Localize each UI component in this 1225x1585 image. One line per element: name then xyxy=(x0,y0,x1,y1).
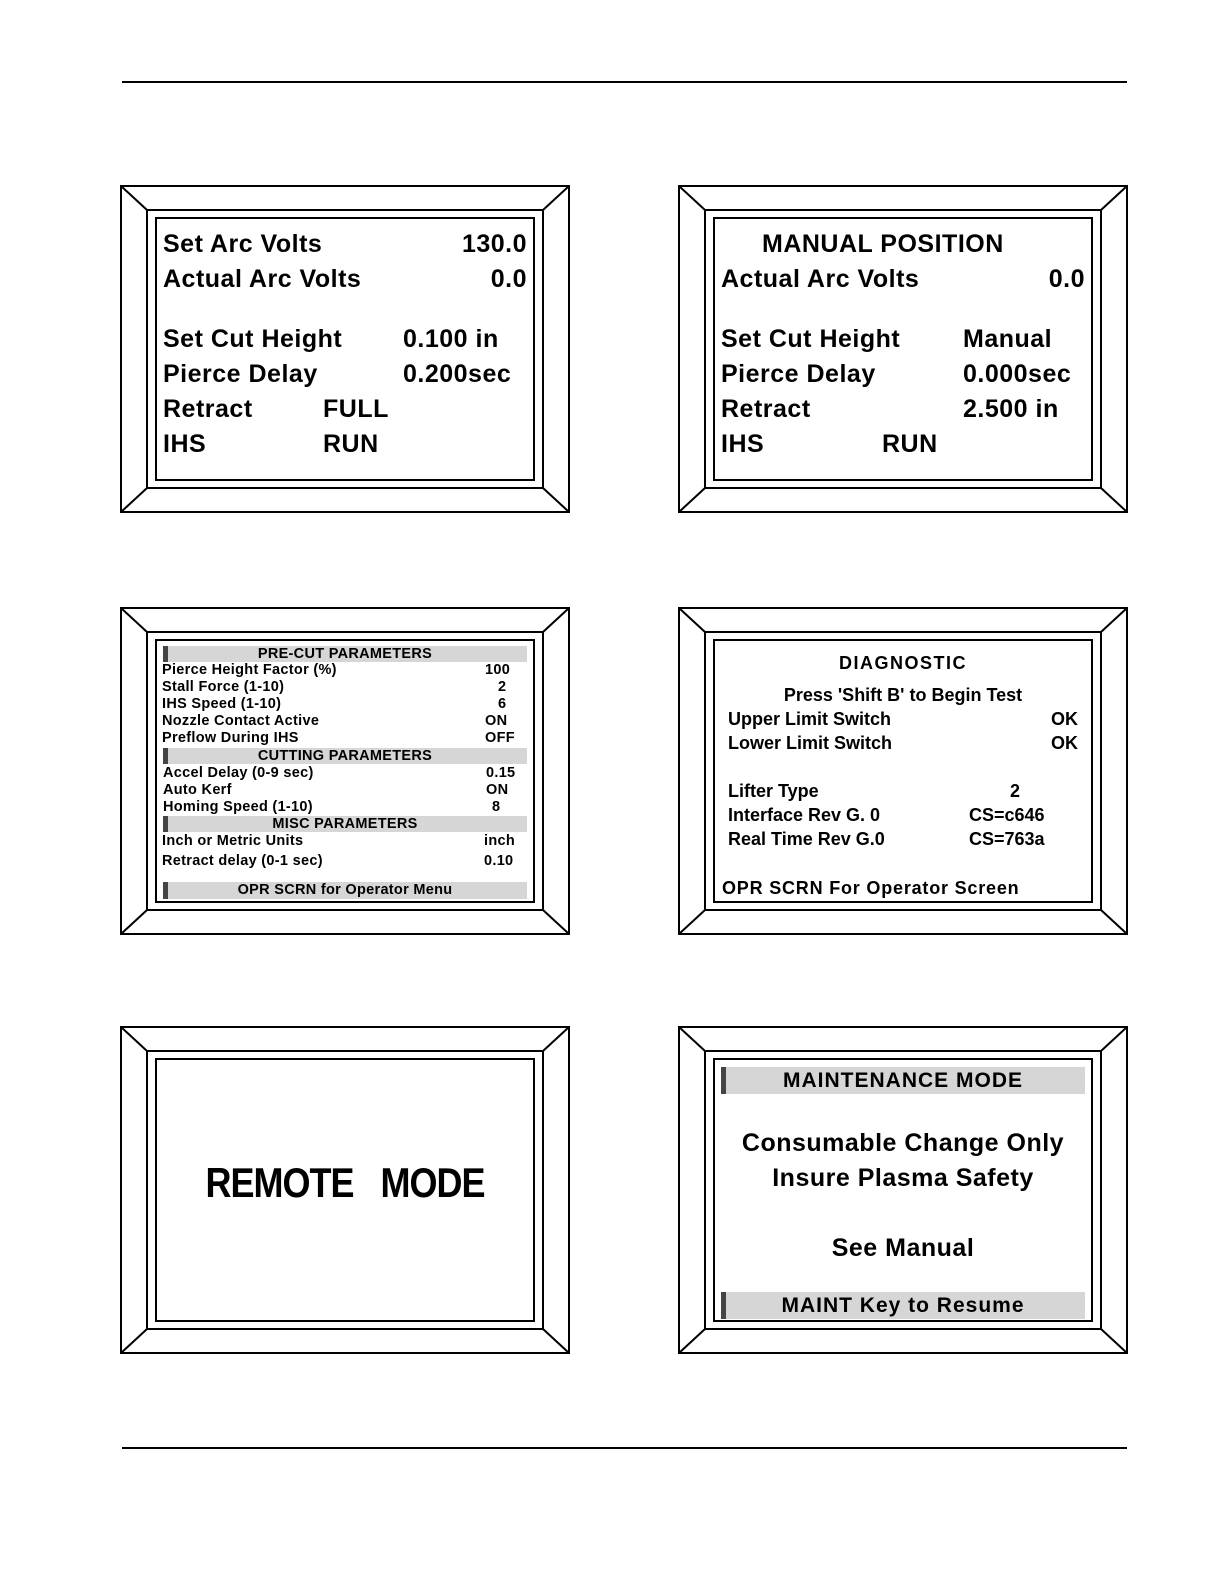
screen-maintenance-mode xyxy=(678,1026,1128,1354)
param-label: Preflow During IHS xyxy=(162,730,299,746)
screen-remote-mode xyxy=(120,1026,570,1354)
diagnostic-footer: OPR SCRN For Operator Screen xyxy=(722,878,1020,898)
param-value: 0.10 xyxy=(484,853,514,869)
param-label: Accel Delay (0-9 sec) xyxy=(163,765,314,781)
param-value: ON xyxy=(485,713,508,729)
see-manual-text: See Manual xyxy=(831,1234,975,1262)
maint-key-footer: MAINT Key to Resume xyxy=(721,1292,1085,1319)
lifter-type-value: 2 xyxy=(1010,781,1021,801)
lower-limit-value: OK xyxy=(1051,733,1078,753)
bottom-rule xyxy=(122,1447,1127,1449)
param-label: Homing Speed (1-10) xyxy=(163,799,313,815)
retract-value: 2.500 in xyxy=(963,395,1059,423)
maintenance-header: MAINTENANCE MODE xyxy=(721,1067,1085,1094)
pierce-delay-value: 0.200sec xyxy=(403,360,512,388)
upper-limit-label: Upper Limit Switch xyxy=(728,709,892,729)
actual-arc-volts-label: Actual Arc Volts xyxy=(721,265,920,293)
pierce-delay-value: 0.000sec xyxy=(963,360,1072,388)
param-value: 8 xyxy=(492,799,501,815)
param-label: Inch or Metric Units xyxy=(162,833,304,849)
section-header-cutting: CUTTING PARAMETERS xyxy=(163,748,527,764)
interface-rev-value: CS=c646 xyxy=(969,805,1045,825)
actual-arc-volts-value: 0.0 xyxy=(490,265,527,293)
param-label: IHS Speed (1-10) xyxy=(162,696,282,712)
manual-position-title: MANUAL POSITION xyxy=(762,230,1004,258)
screen-manual-position xyxy=(678,185,1128,513)
set-arc-volts-value: 130.0 xyxy=(461,230,527,258)
param-value: ON xyxy=(486,782,509,798)
param-value: 6 xyxy=(498,696,507,712)
pierce-delay-label: Pierce Delay xyxy=(721,360,876,388)
actual-arc-volts-value: 0.0 xyxy=(1048,265,1085,293)
section-header-precut: PRE-CUT PARAMETERS xyxy=(163,646,527,662)
retract-label: Retract xyxy=(163,395,253,423)
param-value: 100 xyxy=(485,662,511,678)
actual-arc-volts-label: Actual Arc Volts xyxy=(163,265,362,293)
realtime-rev-label: Real Time Rev G.0 xyxy=(728,829,885,849)
pierce-delay-label: Pierce Delay xyxy=(163,360,318,388)
remote-mode-text: REMOTE MODE xyxy=(205,1158,485,1206)
param-value: 2 xyxy=(498,679,507,695)
param-value: 0.15 xyxy=(486,765,516,781)
diagnostic-title: DIAGNOSTIC xyxy=(838,653,967,673)
ihs-label: IHS xyxy=(163,430,207,458)
ihs-value: RUN xyxy=(323,430,379,458)
param-label: Retract delay (0-1 sec) xyxy=(162,853,323,869)
diagnostic-prompt: Press 'Shift B' to Begin Test xyxy=(783,685,1023,705)
interface-rev-label: Interface Rev G. 0 xyxy=(728,805,881,825)
top-rule xyxy=(122,81,1127,83)
param-label: Pierce Height Factor (%) xyxy=(162,662,337,678)
set-cut-height-value: 0.100 in xyxy=(403,325,499,353)
param-value: inch xyxy=(484,833,516,849)
set-arc-volts-label: Set Arc Volts xyxy=(163,230,323,258)
set-cut-height-label: Set Cut Height xyxy=(721,325,901,353)
lower-limit-label: Lower Limit Switch xyxy=(728,733,893,753)
retract-label: Retract xyxy=(721,395,811,423)
screen-parameters xyxy=(120,607,570,935)
section-header-misc: MISC PARAMETERS xyxy=(163,816,527,832)
param-label: Nozzle Contact Active xyxy=(162,713,320,729)
set-cut-height-value: Manual xyxy=(963,325,1053,353)
plasma-safety-text: Insure Plasma Safety xyxy=(772,1164,1034,1192)
ihs-label: IHS xyxy=(721,430,765,458)
footer-opr-scrn: OPR SCRN for Operator Menu xyxy=(163,882,527,899)
param-label: Stall Force (1-10) xyxy=(162,679,285,695)
screen-operator xyxy=(120,185,570,513)
param-value: OFF xyxy=(485,730,515,746)
screen-diagnostic xyxy=(678,607,1128,935)
lifter-type-label: Lifter Type xyxy=(728,781,819,801)
upper-limit-value: OK xyxy=(1051,709,1078,729)
consumable-change-text: Consumable Change Only xyxy=(741,1129,1065,1157)
ihs-value: RUN xyxy=(882,430,938,458)
realtime-rev-value: CS=763a xyxy=(969,829,1045,849)
param-label: Auto Kerf xyxy=(163,782,232,798)
set-cut-height-label: Set Cut Height xyxy=(163,325,343,353)
retract-value: FULL xyxy=(323,395,389,423)
